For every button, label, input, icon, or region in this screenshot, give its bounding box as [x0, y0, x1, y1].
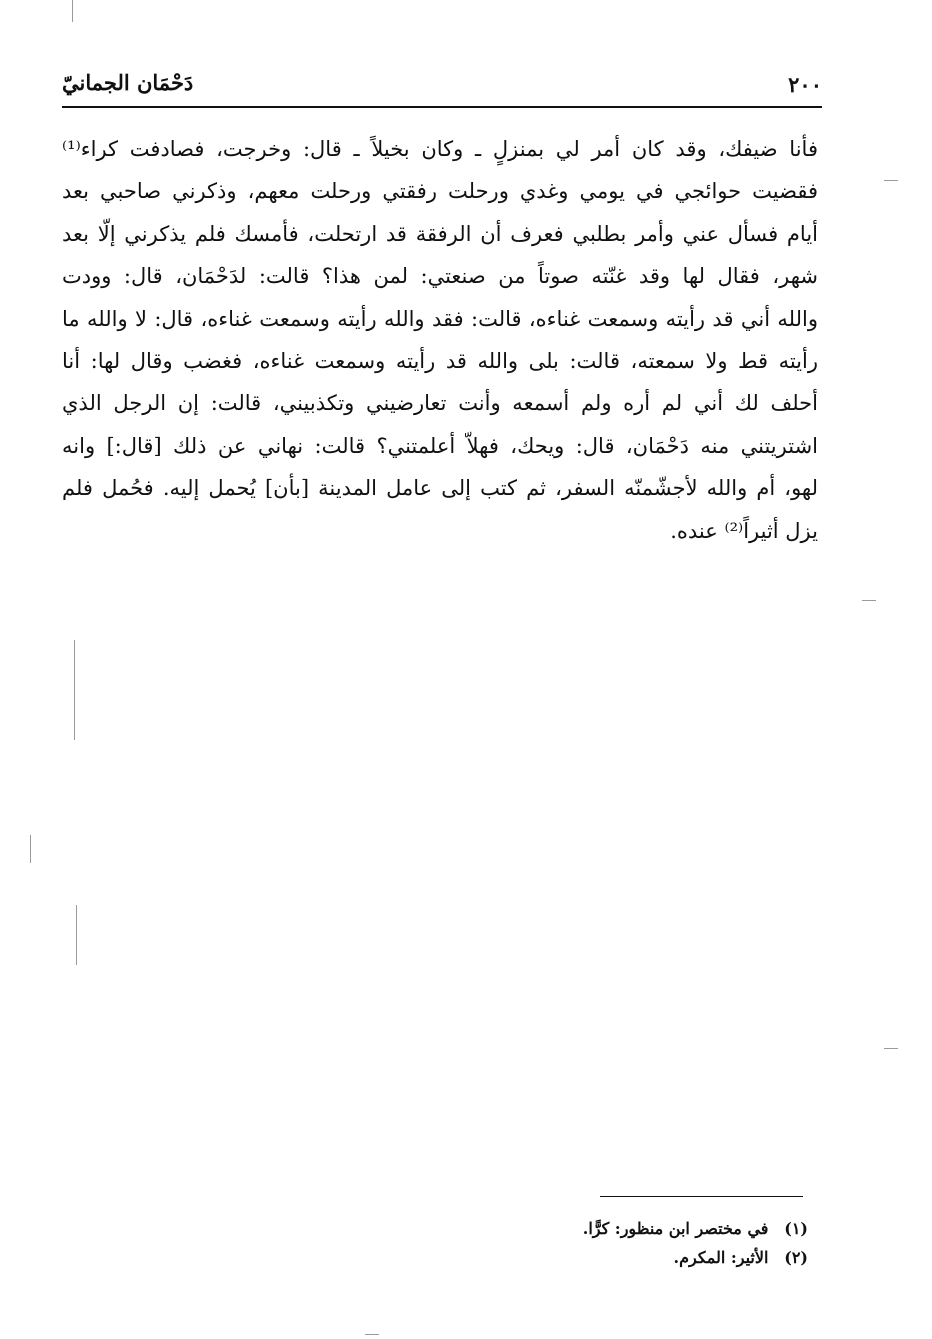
running-header-title: دَحْمَان الجمانيّ [62, 70, 194, 95]
text-line: شهر، فقال لها وقد غنّته صوتاً من صنعتي: لمن هذا؟ قالت: لدَحْمَان، قال: وودت [62, 264, 818, 289]
scan-mark [76, 905, 77, 965]
scan-mark [862, 600, 876, 601]
scan-mark [30, 835, 31, 863]
scan-mark [72, 0, 73, 22]
text-line: فقضيت حوائجي في يومي وغدي ورحلت رفقتي ورحلت معهم، وذكرني صاحبي بعد [62, 179, 818, 204]
scan-mark [884, 1048, 898, 1049]
footnote-divider [600, 1196, 803, 1197]
scan-mark [74, 640, 75, 740]
text-line: أيام فسأل عني وأمر بطلبي فعرف أن الرفقة قد ارتحلت، فأمسك فلم يذكرني إلّا بعد [62, 221, 818, 246]
body-text [62, 128, 818, 552]
footnote [400, 1243, 808, 1272]
text-line: والله أني قد رأيته وسمعت غناءه، قالت: فقد والله رأيته وسمعت غناءه، قال: لا والله ما [62, 306, 818, 331]
footnote-text: الأثير: المكرم. [673, 1248, 769, 1267]
footnote-number: (٢) [784, 1248, 808, 1267]
page-number: ٢٠٠ [788, 72, 822, 97]
footnotes [400, 1214, 808, 1272]
scan-mark [365, 1334, 379, 1335]
running-header [62, 66, 822, 108]
footnote [400, 1214, 808, 1243]
footnote-number: (١) [784, 1219, 808, 1238]
text-line: فأنا ضيفك، وقد كان أمر لي بمنزلٍ ـ وكان بخيلاً ـ قال: وخرجت، فصادفت كراء⁽¹⁾ [62, 137, 818, 161]
text-line: اشتريتني منه دَحْمَان، قال: ويحك، فهلاّ أعلمتني؟ قالت: نهاني عن ذلك [قال:] وانه [62, 433, 818, 458]
footnote-text: في مختصر ابن منظور: كرًّا. [582, 1219, 769, 1238]
text-line: أحلف لك أني لم أره ولم أسمعه وأنت تعارضيني وتكذبيني، قالت: إن الرجل الذي [62, 391, 818, 416]
scan-mark [884, 180, 898, 181]
text-line: رأيته قط ولا سمعته، قالت: بلى والله قد رأيته وسمعت غناءه، فغضب وقال لها: أنا [62, 348, 818, 373]
text-line: يزل أثيراً⁽²⁾ عنده. [670, 518, 818, 543]
text-line: لهو، أم والله لأجشّمنّه السفر، ثم كتب إلى عامل المدينة [بأن] يُحمل إليه. فحُمل فلم [62, 476, 818, 501]
